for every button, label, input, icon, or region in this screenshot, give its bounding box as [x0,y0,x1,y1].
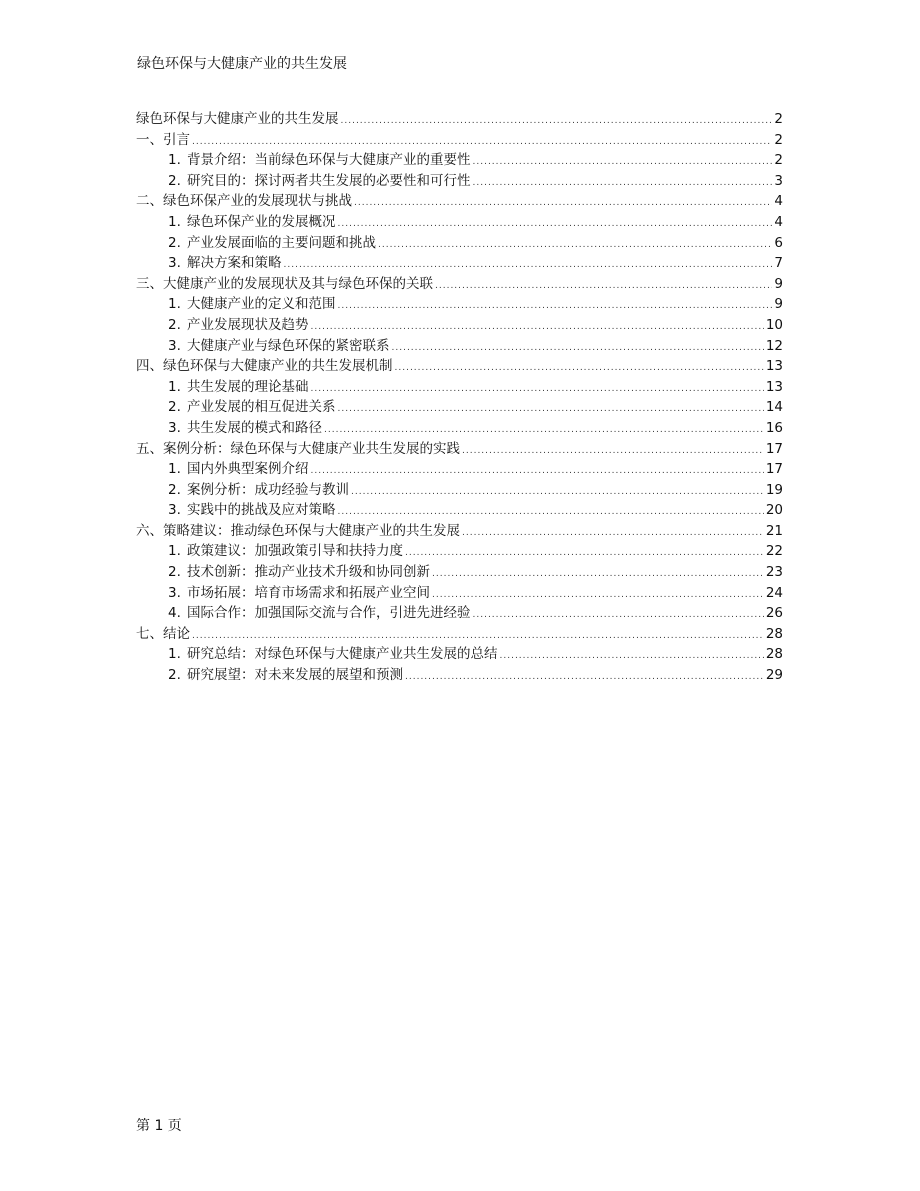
toc-page-number: 22 [765,543,783,560]
toc-dot-leader [338,214,773,235]
toc-entry-title: 国内外典型案例介绍 [187,461,309,478]
toc-entry-number: 2. [168,316,181,333]
toc-dot-leader [338,502,764,523]
toc-page-number: 2 [774,111,783,127]
toc-dot-leader [473,605,764,626]
toc-entry-number: 2. [168,667,181,684]
toc-entry-title: 绿色环保与大健康产业的共生发展 [136,111,339,127]
toc-dot-leader [405,667,764,688]
toc-subentry[interactable] [136,583,783,604]
toc-page-number: 3 [774,172,783,189]
toc-dot-leader [338,399,764,420]
toc-page-number: 6 [774,234,783,251]
toc-dot-leader [192,132,772,153]
toc-entry-title: 产业发展现状及趋势 [187,316,309,333]
toc-entry-title: 背景介绍：当前绿色环保与大健康产业的重要性 [187,152,471,169]
toc-page-number: 2 [774,131,783,148]
toc-page-number: 17 [765,440,783,457]
toc-subentry[interactable] [136,233,783,254]
toc-subentry[interactable] [136,665,783,686]
toc-entry-title: 技术创新：推动产业技术升级和协同创新 [187,564,430,581]
toc-dot-leader [354,193,772,214]
toc-dot-leader [432,564,764,585]
toc-dot-leader [311,461,764,482]
toc-entry-number: 4. [168,605,181,622]
toc-page-number: 19 [765,481,783,498]
toc-entry-title: 研究目的：探讨两者共生发展的必要性和可行性 [187,172,471,189]
toc-entry-title: 一、引言 [136,131,190,148]
toc-entry-number: 1. [168,461,181,478]
toc-page-number: 4 [774,213,783,230]
toc-dot-leader [435,276,772,297]
toc-entry-number: 3. [168,502,181,519]
toc-entry[interactable] [136,439,783,460]
toc-entry-title: 二、绿色环保产业的发展现状与挑战 [136,193,352,210]
toc-page-number: 2 [774,152,783,169]
toc-dot-leader [351,482,764,503]
toc-entry-number: 2. [168,564,181,581]
toc-entry-number: 2. [168,481,181,498]
toc-subentry[interactable] [136,603,783,624]
toc-subentry[interactable] [136,562,783,583]
toc-page-number: 28 [765,625,783,642]
toc-entry-title: 四、绿色环保与大健康产业的共生发展机制 [136,358,393,375]
toc-page-number: 16 [765,419,783,436]
toc-entry-number: 1. [168,646,181,663]
toc-entry-number: 1. [168,152,181,169]
toc-dot-leader [462,441,764,462]
toc-entry[interactable] [136,356,783,377]
toc-subentry[interactable] [136,644,783,665]
toc-entry-title: 共生发展的模式和路径 [187,419,322,436]
page-header: 绿色环保与大健康产业的共生发展 [137,56,347,72]
toc-entry-title: 政策建议：加强政策引导和扶持力度 [187,543,403,560]
toc-entry-number: 2. [168,172,181,189]
toc-entry-title: 产业发展面临的主要问题和挑战 [187,234,376,251]
toc-page-number: 13 [765,378,783,395]
toc-dot-leader [311,379,764,400]
toc-subentry[interactable] [136,336,783,357]
toc-dot-leader [311,317,764,338]
toc-entry-title: 案例分析：成功经验与教训 [187,481,349,498]
toc-dot-leader [462,523,764,544]
toc-entry-number: 3. [168,255,181,272]
toc-entry-number: 3. [168,584,181,601]
toc-entry-title: 研究展望：对未来发展的展望和预测 [187,667,403,684]
toc-page-number: 17 [765,461,783,478]
table-of-contents [136,109,783,686]
toc-page-number: 13 [765,358,783,375]
toc-page-number: 9 [774,296,783,313]
toc-page-number: 26 [765,605,783,622]
toc-entry[interactable] [136,130,783,151]
toc-subentry[interactable] [136,171,783,192]
toc-entry-title: 共生发展的理论基础 [187,378,309,395]
toc-entry[interactable] [136,274,783,295]
toc-entry-title: 五、案例分析：绿色环保与大健康产业共生发展的实践 [136,440,460,457]
toc-dot-leader [405,543,764,564]
toc-entry-number: 2. [168,234,181,251]
toc-entry-number: 1. [168,378,181,395]
toc-page-number: 23 [765,564,783,581]
toc-entry[interactable] [136,521,783,542]
toc-page-number: 24 [765,584,783,601]
toc-subentry[interactable] [136,212,783,233]
toc-entry[interactable] [136,191,783,212]
toc-entry-title: 六、策略建议：推动绿色环保与大健康产业的共生发展 [136,522,460,539]
toc-subentry[interactable] [136,377,783,398]
toc-dot-leader [324,420,764,441]
toc-page-number: 9 [774,275,783,292]
toc-dot-leader [473,152,773,173]
toc-page-number: 21 [765,522,783,539]
page-number: 第 1 页 [136,1118,182,1134]
toc-entry-number: 3. [168,419,181,436]
toc-entry-title: 大健康产业与绿色环保的紧密联系 [187,337,390,354]
toc-dot-leader [341,111,773,132]
toc-subentry[interactable] [136,397,783,418]
toc-entry-title: 绿色环保产业的发展概况 [187,213,336,230]
toc-page-number: 14 [765,399,783,416]
toc-entry-title: 实践中的挑战及应对策略 [187,502,336,519]
toc-entry-number: 1. [168,543,181,560]
toc-entry[interactable] [136,624,783,645]
toc-page-number: 12 [765,337,783,354]
toc-page-number: 10 [765,316,783,333]
toc-subentry[interactable] [136,500,783,521]
toc-subentry[interactable] [136,418,783,439]
toc-page-number: 7 [774,255,783,272]
toc-entry-title: 研究总结：对绿色环保与大健康产业共生发展的总结 [187,646,498,663]
toc-subentry[interactable] [136,459,783,480]
toc-subentry[interactable] [136,315,783,336]
toc-dot-leader [192,626,764,647]
toc-dot-leader [473,173,773,194]
toc-page-number: 20 [765,502,783,519]
toc-page-number: 29 [765,667,783,684]
toc-entry[interactable] [136,109,783,130]
toc-dot-leader [284,255,773,276]
toc-entry-number: 2. [168,399,181,416]
toc-entry-title: 产业发展的相互促进关系 [187,399,336,416]
toc-dot-leader [392,338,764,359]
toc-entry-number: 3. [168,337,181,354]
toc-subentry[interactable] [136,150,783,171]
toc-dot-leader [338,296,773,317]
toc-page-number: 4 [774,193,783,210]
toc-dot-leader [395,358,764,379]
toc-entry-title: 大健康产业的定义和范围 [187,296,336,313]
toc-subentry[interactable] [136,541,783,562]
toc-entry-title: 三、大健康产业的发展现状及其与绿色环保的关联 [136,275,433,292]
toc-subentry[interactable] [136,480,783,501]
toc-entry-title: 市场拓展：培育市场需求和拓展产业空间 [187,584,430,601]
toc-dot-leader [378,235,772,256]
toc-page-number: 28 [765,646,783,663]
toc-dot-leader [500,646,764,667]
toc-entry-number: 1. [168,296,181,313]
toc-subentry[interactable] [136,294,783,315]
toc-subentry[interactable] [136,253,783,274]
toc-entry-title: 七、结论 [136,625,190,642]
toc-entry-title: 国际合作：加强国际交流与合作，引进先进经验 [187,605,471,622]
toc-entry-number: 1. [168,213,181,230]
toc-dot-leader [432,585,764,606]
toc-entry-title: 解决方案和策略 [187,255,282,272]
